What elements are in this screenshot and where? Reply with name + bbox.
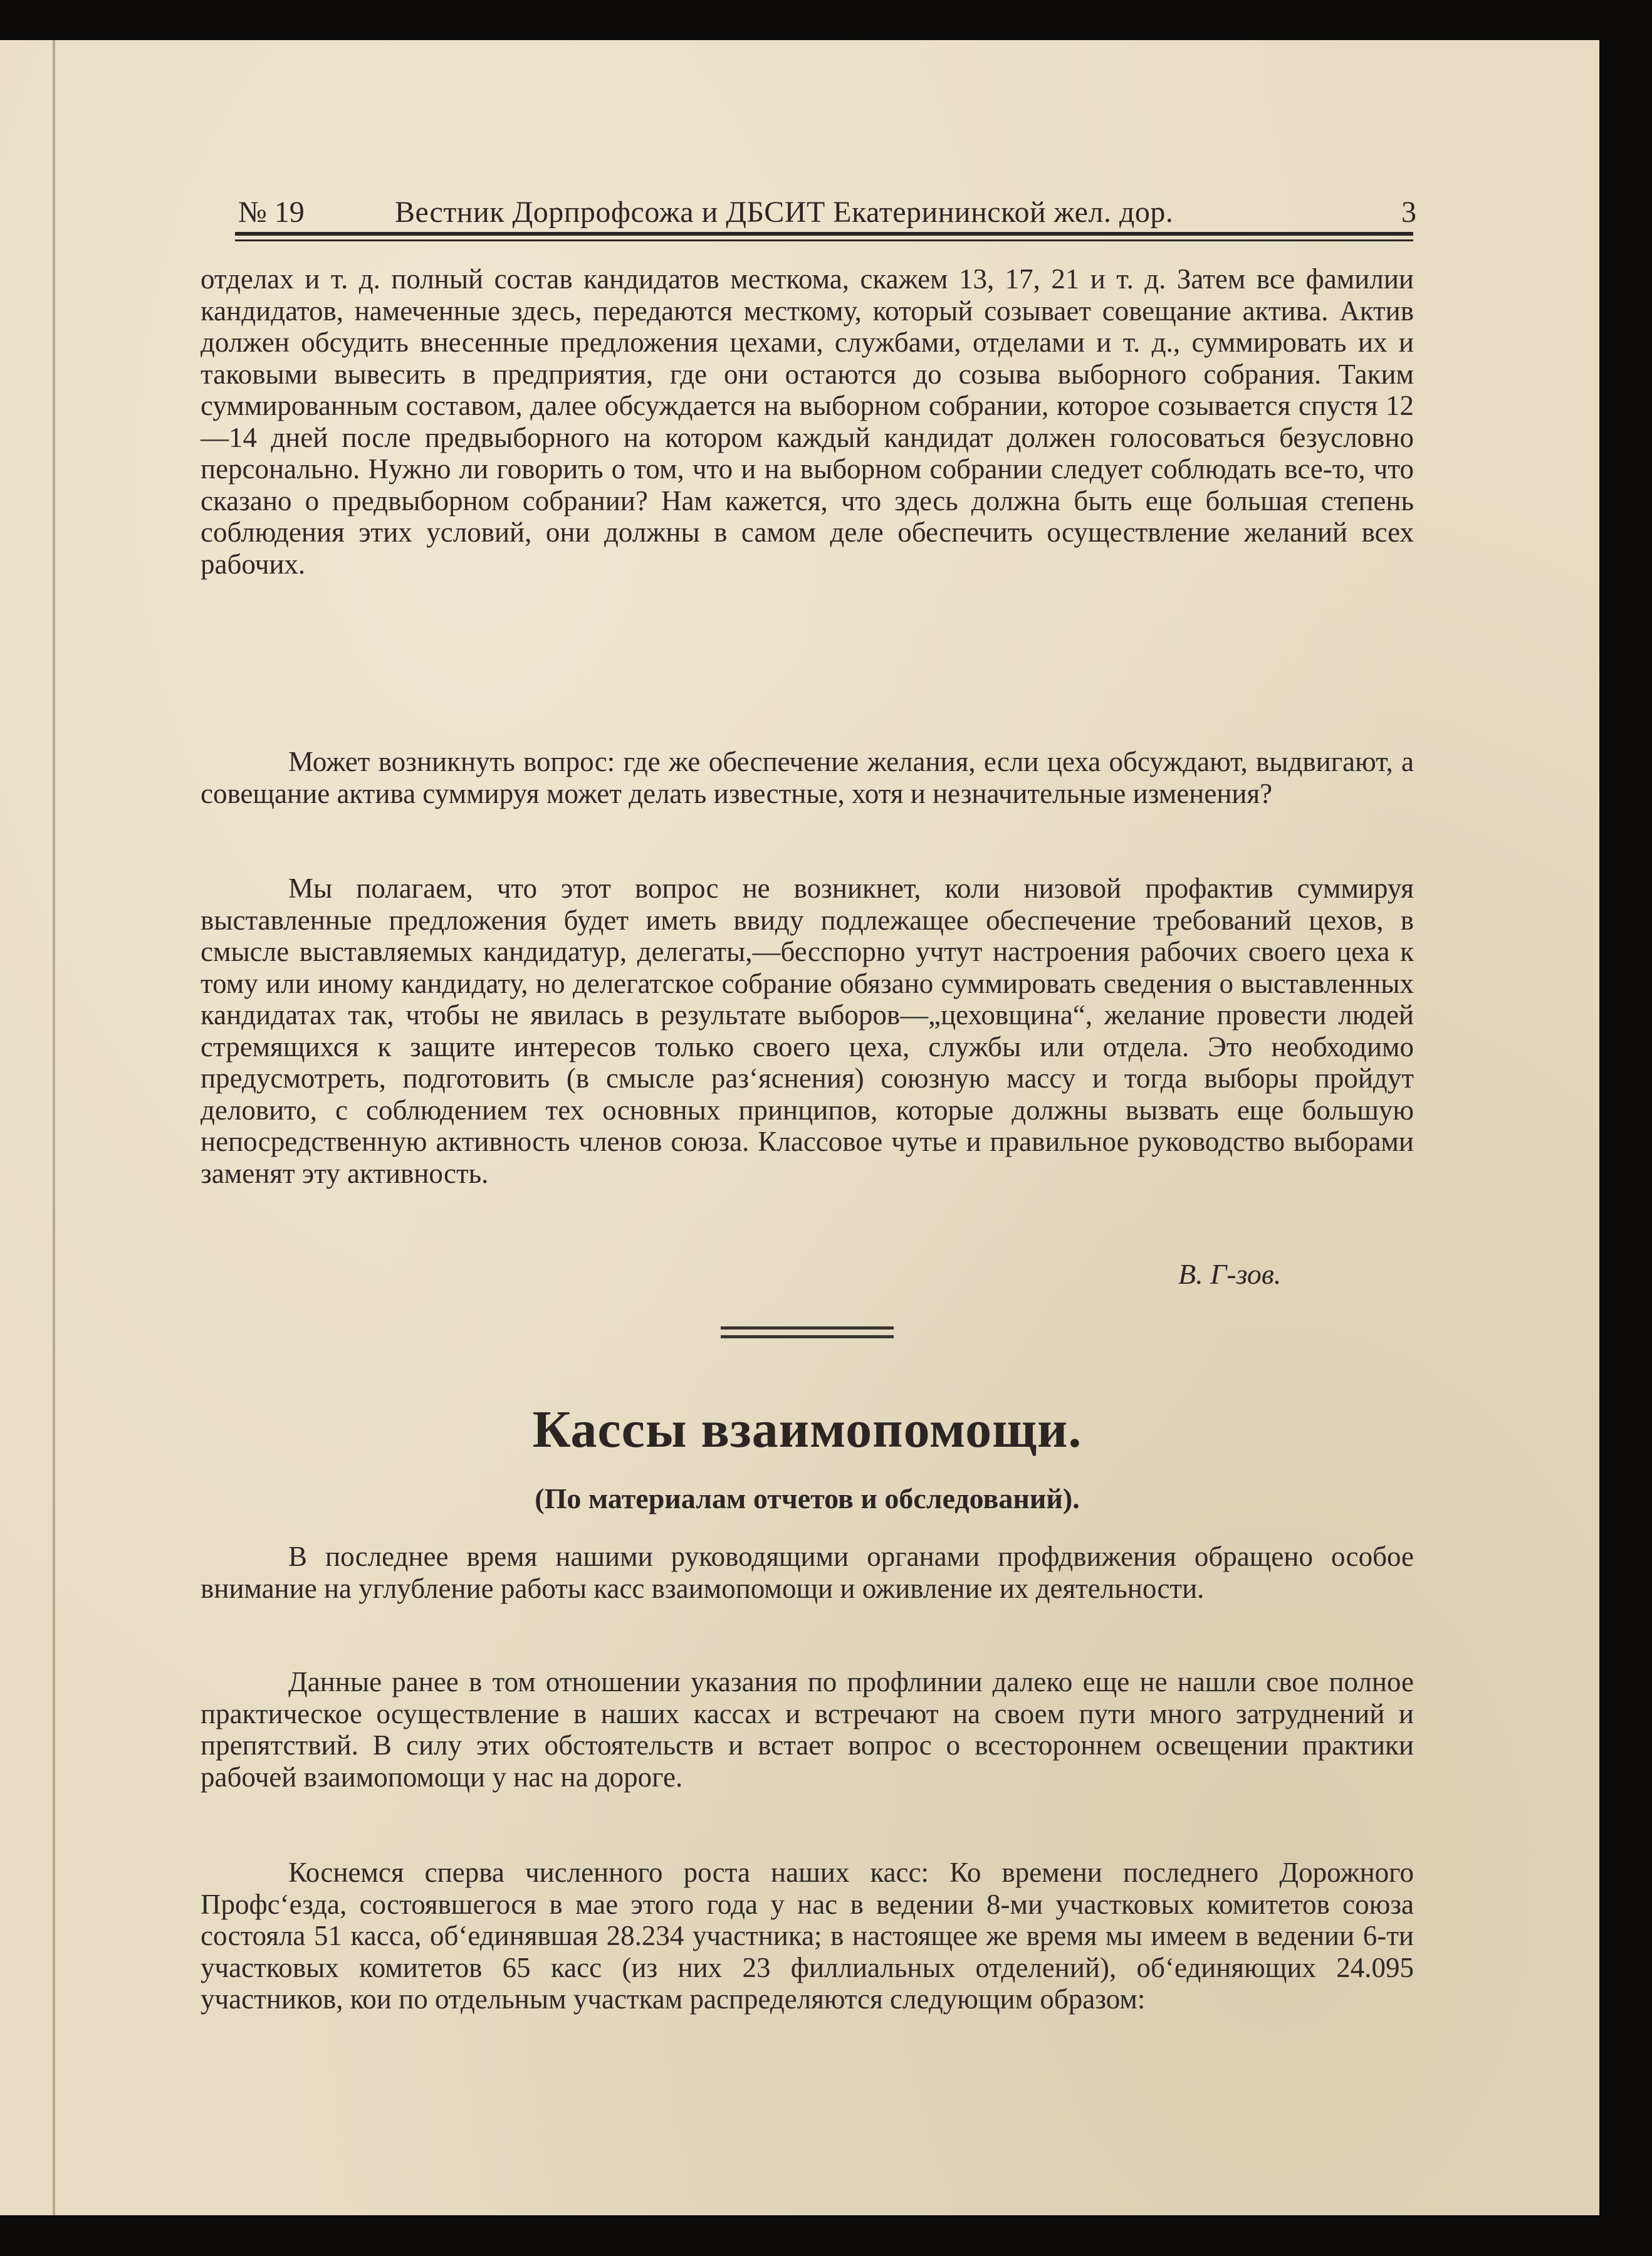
article-two-title: Кассы взаимопомощи. <box>532 1400 1082 1459</box>
article-two-paragraph-3: Коснемся сперва численного роста наших касс: Ко времени последнего Дорожного Профс‘езда, состоявшегося в мае этого года у нас в ведении 8-ми участковых комитетов союза состояла 51 касса, об‘единявшая 28.234 участника; в настоящее же время мы имеем в ведении 6-ти участковых комитетов 65 касс (из них 23 филлиальных отделений), об‘единяющих 24.095 участников, кои по отдельным участкам распределяются следующим образом: <box>201 1857 1414 2015</box>
article-one-paragraph-2: Может возникнуть вопрос: где же обеспечение желания, если цеха обсуждают, выдвигают, а совещание актива суммируя может делать известные, хотя и незначительные изменения? <box>201 746 1414 809</box>
author-signature: В. Г-зов. <box>1178 1258 1282 1290</box>
section-divider-top <box>721 1326 894 1330</box>
article-one-paragraph-3: Мы полагаем, что этот вопрос не возникнет, коли низовой профактив суммируя выставленные предложения будет иметь ввиду подлежащее обеспечение требований цехов, в смысле выставляемых кандидатур, делегаты,—бесспорно учтут настроения рабочих своего цеха к тому или иному кандидату, но делегатское собрание обязано суммировать сведения о выставленных кандидатах так, чтобы не явилась в результате выборов—„цеховщина“, желание провести людей стремящихся к защите интересов только своего цеха, службы или отдела. Это необходимо предусмотреть, подготовить (в смысле раз‘яснения) союзную массу и тогда выборы пройдут деловито, с соблюдением тех основных принципов, которые должны вызвать еще большую непосредственную активность членов союза. Классовое чутье и правильное руководство выборами заменят эту активность. <box>201 873 1414 1189</box>
running-head <box>238 186 1416 229</box>
section-divider-bottom <box>721 1335 894 1338</box>
page-number: 3 <box>1401 196 1416 229</box>
binding-fold <box>53 40 55 2215</box>
journal-title: Вестник Дорпрофсожа и ДБСИТ Екатерининской жел. дор. <box>395 196 1174 229</box>
article-two-paragraph-2: Данные ранее в том отношении указания по профлинии далеко еще не нашли свое полное практическое осуществление в наших кассах и встречают на своем пути много затруднений и препятствий. В силу этих обстоятельств и встает вопрос о всестороннем освещении практики рабочей взаимопомощи у нас на дороге. <box>201 1666 1414 1793</box>
journal-page <box>0 40 1599 2215</box>
header-rule-thick <box>235 232 1413 236</box>
article-two-paragraph-1: В последнее время нашими руководящими органами профдвижения обращено особое внимание на углубление работы касс взаимопомощи и оживление их деятельности. <box>201 1541 1414 1604</box>
article-one-paragraph-1: отделах и т. д. полный состав кандидатов месткома, скажем 13, 17, 21 и т. д. Затем все фамилии кандидатов, намеченные здесь, передаются месткому, который созывает совещание актива. Актив должен обсудить внесенные предложения цехами, службами, отделами и т. д., суммировать их и таковыми вывесить в предприятия, где они остаются до созыва выборного собрания. Таким суммированным составом, далее обсуждается на выборном собрании, которое созывается спустя 12—14 дней после предвыборного на котором каждый кандидат должен голосоваться безусловно персонально. Нужно ли говорить о том, что и на выборном собрании следует соблюдать все-то, что сказано о предвыборном собрании? Нам кажется, что здесь должна быть еще большая степень соблюдения этих условий, они должны в самом деле обеспечить осуществление желаний всех рабочих. <box>201 263 1414 580</box>
article-two-subtitle: (По материалам отчетов и обследований). <box>535 1482 1080 1514</box>
issue-number: № 19 <box>238 196 305 229</box>
header-rule-thin <box>235 239 1413 241</box>
